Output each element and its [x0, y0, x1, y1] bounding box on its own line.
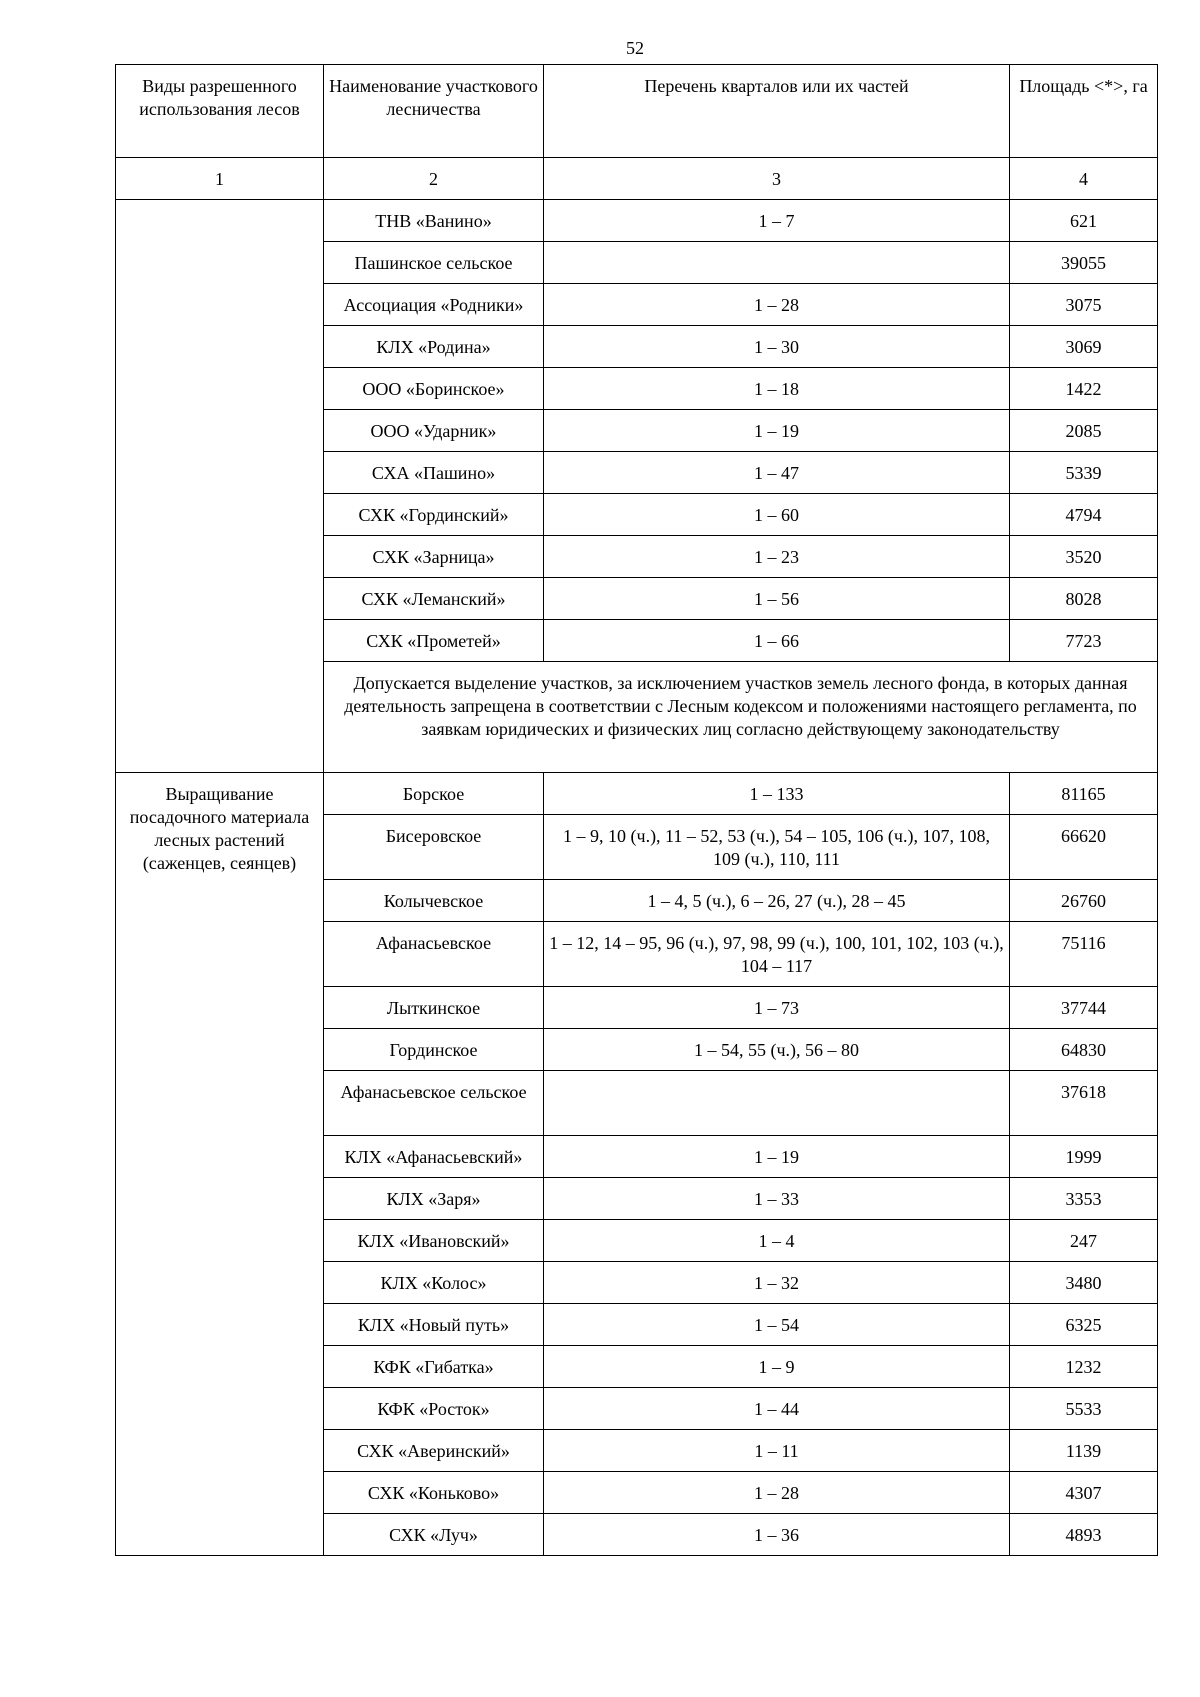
forestry-name: СХК «Аверинский» — [324, 1430, 544, 1472]
area-value: 37744 — [1010, 987, 1158, 1029]
column-number-row — [116, 158, 1158, 200]
area-value: 1422 — [1010, 368, 1158, 410]
forestry-name: СХК «Леманский» — [324, 578, 544, 620]
area-value: 4307 — [1010, 1472, 1158, 1514]
quarters-list: 1 – 73 — [544, 987, 1010, 1029]
quarters-list — [544, 242, 1010, 284]
forestry-name: Афанасьевское сельское — [324, 1071, 544, 1136]
table-row — [116, 773, 1158, 815]
area-value: 4794 — [1010, 494, 1158, 536]
quarters-list: 1 – 23 — [544, 536, 1010, 578]
area-value: 4893 — [1010, 1514, 1158, 1556]
header-cell: Виды разрешенного использования лесов — [116, 65, 324, 158]
area-value: 3480 — [1010, 1262, 1158, 1304]
area-value: 1139 — [1010, 1430, 1158, 1472]
forestry-name: КЛХ «Афанасьевский» — [324, 1136, 544, 1178]
quarters-list: 1 – 133 — [544, 773, 1010, 815]
quarters-list: 1 – 44 — [544, 1388, 1010, 1430]
forestry-name: КЛХ «Колос» — [324, 1262, 544, 1304]
category-cell: Выращивание посадочного материала лесных растений (саженцев, сеянцев) — [116, 773, 324, 1556]
area-value: 81165 — [1010, 773, 1158, 815]
quarters-list: 1 – 54, 55 (ч.), 56 – 80 — [544, 1029, 1010, 1071]
quarters-list: 1 – 19 — [544, 1136, 1010, 1178]
area-value: 247 — [1010, 1220, 1158, 1262]
page-number: 52 — [626, 38, 644, 58]
forestry-name: Пашинское сельское — [324, 242, 544, 284]
quarters-list: 1 – 7 — [544, 200, 1010, 242]
forestry-name: КЛХ «Заря» — [324, 1178, 544, 1220]
header-cell: Перечень кварталов или их частей — [544, 65, 1010, 158]
forestry-name: КЛХ «Родина» — [324, 326, 544, 368]
area-value: 7723 — [1010, 620, 1158, 662]
quarters-list: 1 – 32 — [544, 1262, 1010, 1304]
quarters-list: 1 – 66 — [544, 620, 1010, 662]
area-value: 37618 — [1010, 1071, 1158, 1136]
forestry-name: СХК «Луч» — [324, 1514, 544, 1556]
area-value: 6325 — [1010, 1304, 1158, 1346]
quarters-list: 1 – 56 — [544, 578, 1010, 620]
quarters-list: 1 – 47 — [544, 452, 1010, 494]
forestry-name: Колычевское — [324, 880, 544, 922]
quarters-list: 1 – 19 — [544, 410, 1010, 452]
area-value: 3520 — [1010, 536, 1158, 578]
forestry-name: Борское — [324, 773, 544, 815]
note-text: Допускается выделение участков, за исключением участков земель лесного фонда, в которых данная деятельность запрещена в соответствии с Лесным кодексом и положениями настоящего регламента, по заявкам юридических и физических лиц согласно действующему законодательству — [324, 662, 1158, 773]
table-row — [116, 200, 1158, 242]
area-value: 5533 — [1010, 1388, 1158, 1430]
column-number: 3 — [544, 158, 1010, 200]
quarters-list: 1 – 9 — [544, 1346, 1010, 1388]
header-cell: Наименование участкового лесничества — [324, 65, 544, 158]
forestry-name: Ассоциация «Родники» — [324, 284, 544, 326]
quarters-list: 1 – 60 — [544, 494, 1010, 536]
quarters-list: 1 – 36 — [544, 1514, 1010, 1556]
area-value: 66620 — [1010, 815, 1158, 880]
column-number: 1 — [116, 158, 324, 200]
forestry-name: СХК «Коньково» — [324, 1472, 544, 1514]
area-value: 8028 — [1010, 578, 1158, 620]
quarters-list — [544, 1071, 1010, 1136]
forestry-name: КЛХ «Ивановский» — [324, 1220, 544, 1262]
quarters-list: 1 – 9, 10 (ч.), 11 – 52, 53 (ч.), 54 – 105, 106 (ч.), 107, 108, 109 (ч.), 110, 111 — [544, 815, 1010, 880]
area-value: 39055 — [1010, 242, 1158, 284]
forestry-name: КЛХ «Новый путь» — [324, 1304, 544, 1346]
area-value: 5339 — [1010, 452, 1158, 494]
column-number: 4 — [1010, 158, 1158, 200]
forestry-name: КФК «Гибатка» — [324, 1346, 544, 1388]
quarters-list: 1 – 4 — [544, 1220, 1010, 1262]
forestry-name: СХК «Прометей» — [324, 620, 544, 662]
quarters-list: 1 – 28 — [544, 284, 1010, 326]
quarters-list: 1 – 33 — [544, 1178, 1010, 1220]
area-value: 26760 — [1010, 880, 1158, 922]
area-value: 3075 — [1010, 284, 1158, 326]
forestry-name: СХК «Гординский» — [324, 494, 544, 536]
forestry-name: СХК «Зарница» — [324, 536, 544, 578]
quarters-list: 1 – 30 — [544, 326, 1010, 368]
header-row — [116, 65, 1158, 158]
quarters-list: 1 – 28 — [544, 1472, 1010, 1514]
forestry-name: Гординское — [324, 1029, 544, 1071]
forestry-name: Бисеровское — [324, 815, 544, 880]
area-value: 64830 — [1010, 1029, 1158, 1071]
area-value: 621 — [1010, 200, 1158, 242]
column-number: 2 — [324, 158, 544, 200]
area-value: 3353 — [1010, 1178, 1158, 1220]
category-cell-empty — [116, 200, 324, 773]
header-cell: Площадь <*>, га — [1010, 65, 1158, 158]
forestry-name: КФК «Росток» — [324, 1388, 544, 1430]
area-value: 2085 — [1010, 410, 1158, 452]
forestry-name: ООО «Боринское» — [324, 368, 544, 410]
area-value: 75116 — [1010, 922, 1158, 987]
area-value: 1232 — [1010, 1346, 1158, 1388]
forestry-name: СХА «Пашино» — [324, 452, 544, 494]
quarters-list: 1 – 12, 14 – 95, 96 (ч.), 97, 98, 99 (ч.), 100, 101, 102, 103 (ч.), 104 – 117 — [544, 922, 1010, 987]
forest-use-table — [115, 64, 1158, 1556]
quarters-list: 1 – 54 — [544, 1304, 1010, 1346]
forestry-name: ТНВ «Ванино» — [324, 200, 544, 242]
forestry-name: Лыткинское — [324, 987, 544, 1029]
quarters-list: 1 – 4, 5 (ч.), 6 – 26, 27 (ч.), 28 – 45 — [544, 880, 1010, 922]
forestry-name: Афанасьевское — [324, 922, 544, 987]
area-value: 1999 — [1010, 1136, 1158, 1178]
quarters-list: 1 – 18 — [544, 368, 1010, 410]
forestry-name: ООО «Ударник» — [324, 410, 544, 452]
quarters-list: 1 – 11 — [544, 1430, 1010, 1472]
area-value: 3069 — [1010, 326, 1158, 368]
